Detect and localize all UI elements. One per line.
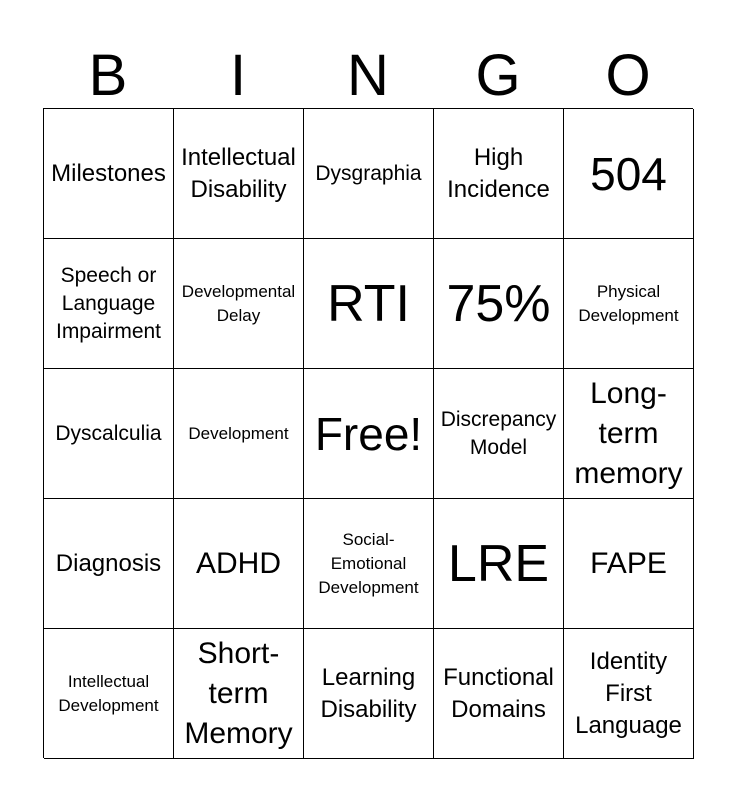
cell-text: Speech or Language Impairment <box>55 263 162 343</box>
cell-text: LRE <box>447 534 550 593</box>
bingo-cell[interactable] <box>44 239 174 369</box>
bingo-cell[interactable] <box>174 109 304 239</box>
cell-text: Developmental Delay <box>181 281 296 325</box>
cell-text: 75% <box>446 274 551 333</box>
cell-text: Social-Emotional Development <box>318 529 419 597</box>
header-letter-g: G <box>475 43 521 108</box>
bingo-cell[interactable] <box>304 499 434 629</box>
bingo-cell[interactable] <box>44 109 174 239</box>
cell-text: Intellectual Development <box>58 671 159 715</box>
bingo-cell[interactable] <box>564 499 694 629</box>
bingo-cell[interactable] <box>174 239 304 369</box>
bingo-cell[interactable] <box>174 629 304 759</box>
bingo-cell[interactable] <box>174 369 304 499</box>
cell-text: Milestones <box>51 159 166 187</box>
cell-text: High Incidence <box>447 143 550 203</box>
bingo-cell[interactable] <box>564 369 694 499</box>
bingo-cell[interactable] <box>434 629 564 759</box>
bingo-cell[interactable] <box>434 109 564 239</box>
cell-text: Free! <box>314 407 423 460</box>
cell-text: Physical Development <box>578 281 679 325</box>
bingo-cell[interactable] <box>44 629 174 759</box>
bingo-cell[interactable] <box>44 499 174 629</box>
header-letter-b: B <box>88 43 128 108</box>
cell-text: ADHD <box>195 546 281 580</box>
cell-text: Dysgraphia <box>315 161 422 185</box>
bingo-cell[interactable] <box>434 369 564 499</box>
bingo-cell-free[interactable] <box>304 369 434 499</box>
cell-text: Diagnosis <box>55 549 162 577</box>
cell-text: Learning Disability <box>320 663 417 723</box>
bingo-cell[interactable] <box>564 109 694 239</box>
header-letter-o: O <box>605 43 651 108</box>
cell-text: Long-term memory <box>574 376 683 490</box>
header-letter-i: I <box>229 43 247 108</box>
bingo-cell[interactable] <box>564 239 694 369</box>
cell-text: Discrepancy Model <box>440 407 557 459</box>
bingo-cell[interactable] <box>304 239 434 369</box>
cell-text: Functional Domains <box>443 663 554 723</box>
header-letter-n: N <box>347 43 389 108</box>
bingo-cell[interactable] <box>564 629 694 759</box>
cell-text: Development <box>188 423 289 443</box>
bingo-cell[interactable] <box>304 629 434 759</box>
bingo-cell[interactable] <box>44 369 174 499</box>
cell-text: Short-term Memory <box>184 636 293 750</box>
cell-text: FAPE <box>590 546 667 580</box>
cell-text: Dyscalculia <box>55 421 162 445</box>
cell-text: 504 <box>590 147 667 200</box>
bingo-grid <box>43 108 693 758</box>
cell-text: Identity First Language <box>575 647 682 739</box>
bingo-header <box>43 44 693 108</box>
bingo-cell[interactable] <box>434 499 564 629</box>
bingo-cell[interactable] <box>304 109 434 239</box>
cell-text: Intellectual Disability <box>181 143 296 203</box>
bingo-cell[interactable] <box>174 499 304 629</box>
bingo-cell[interactable] <box>434 239 564 369</box>
cell-text: RTI <box>327 274 410 333</box>
